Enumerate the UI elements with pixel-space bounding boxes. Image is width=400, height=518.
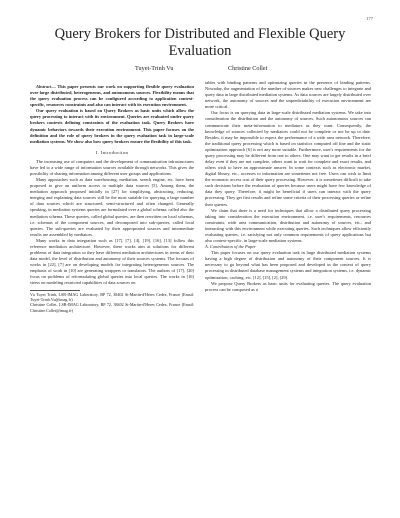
- body-paragraph: We claim that there is a need for techniques that allow a distributed query processing taking into consideration the execution environment, i.e. user's requirements, resources constraints, wide area communication, distribution and autonomy of sources, etc., and interacting with this environment while executing queries. Such techniques allow efficiently evaluating queries, i.e. satisfying not only common requirements of query applications but also context-specific, in large-scale mediation systems.: [205, 207, 371, 244]
- left-column: [30, 84, 194, 313]
- author-1: Tuyet-Trinh Vu: [135, 65, 174, 72]
- body-paragraph: Our focus is on querying data in large-scale distributed mediation systems. We take into consideration the distribution and the autonomy of sources. Such autonomous sources can communicate their meta-information to mediators as they want. Consequently, the knowledge of sources collected by mediators could not be complete or not be up to date. Besides, it may be impossible to expect the performance of a wide area network. Therefore, the traditional query processing which is based on statistics computed off line and the static optimization approach [6] is not any more suitable. Furthermore, user's requirements for the query processing may be different from one to others. One may want to get results in a brief delay even if they are not complete, others want to wait for complete and exact results, and others wish to have an approximate answer. In some contexts such as electronic market, digital library, etc., accesses to information are sometimes not free. Users can wish to limit the economic access cost of their query processing. However, it is sometimes difficult to take such decisions before the evaluation of queries because users might have few knowledge of data they query. Therefore, it might be beneficial if users can interact with the query processing. They get first results and refine some criteria of their processing queries or refine their queries.: [205, 110, 371, 207]
- footnote-author-1: Vu Tuyet Trinh, LSR-IMAG Laboratory, BP 72, 38402 St-Martin-d'Heres Cedex, France (Email: Tuyet-Trinh.Vu@imag.fr): [30, 291, 194, 302]
- body-paragraph: We propose Query Brokers as basic units for evaluating queries. The query evaluation process can be composed as a: [205, 280, 371, 292]
- abstract-paragraph-1: Abstract— This paper presents our work on supporting flexible query evaluation over large distributed, heterogeneous, and autonomous sources. Flexibility means that the query evaluation process can be configured according to application context-specific, resources constraints and also can interact with its execution environment.: [30, 84, 194, 108]
- abstract: [30, 84, 194, 145]
- body-paragraph: Many approaches such as data warehousing, mediation, search engine, etc. have been proposed to give an uniform access to multiple data sources [5]. Among them, the mediation approach proposed initially in [27] for simplifying, abstracting, reducing, merging and explaining data sources still be the most suitable for querying a large number of data sources which are structured, semi-structured and often changed. Generally speaking, in mediation systems queries are formulated over a global schema, called also the mediation schema. These queries, called global queries, are then rewritten on local schemas, i.e. schemas of the component sources, and decomposed into sub-queries, called local queries. The sub-queries are evaluated by their appropriated sources and intermediate results are assembled by mediators.: [30, 177, 194, 237]
- section-heading-introduction: I. Introduction: [95, 149, 129, 155]
- body-paragraph: tables with binding patterns and optimizing queries in the presence of binding patterns. Nowaday, the augmentation of the number of sources makes new challenges to integrate and query data in large distributed mediation systems. As data sources are largely distributed over network, the autonomy of sources and the unpredictability of execution environment are more critical.: [205, 80, 371, 110]
- subsection-heading-contribution: A. Contribution of the Paper: [205, 244, 256, 250]
- footnote-divider: [30, 290, 80, 291]
- right-column: [205, 80, 371, 293]
- body-paragraph: This paper focuses on our query evaluation task in large distributed mediation systems having a high degree of distribution and autonomy of their component sources. It is necessary to go beyond what has been proposed and developed in the context of query processing in distributed database management systems and integration systems, i.e. dynamic optimization, caching, etc. [12], [15], [2], [29].: [205, 250, 371, 280]
- page-number: 177: [366, 16, 373, 21]
- abstract-label: Abstract: [36, 84, 52, 89]
- body-paragraph: Many works in data integration such as [17], [7], [4], [19], [16], [13] follow this reference mediation architecture. However, these works aim at solutions for different problems of data integration so they have different mediation architectures in terms of their data model, the level of distribution and autonomy of their sources systems. The focuses of works in [22], [7] are on developing models for integrating heterogeneous sources. The emphasis of work in [10] are generating wrappers or translators. The authors of [17], [20] focus on problems of reformulating global queries into local queries. The works in [16] stress on modeling restricted capabilities of data sources on: [30, 237, 194, 286]
- footnote-author-2: Christine Collet, LSR-IMAG Laboratory, BP 72, 38402 St-Martin-d'Heres Cedex, France (Email: Christine.Collet@imag.fr): [30, 302, 194, 313]
- body-paragraph: The increasing use of computers and the development of communication infrastructures have led to a wide range of information sources available through networks. This gives the possibility of sharing information among different user groups and applications.: [30, 158, 194, 177]
- abstract-paragraph-2: Our query evaluation is based on Query Brokers as basic units which allow the query processing to interact with its environment. Queries are evaluated under query brokers contexts defining constraints of the evaluation task. Query Brokers have dynamic behaviors towards their execution environment. This paper focuses on the definition and the role of query brokers in the query evaluation task in large-scale mediation systems. We show also how query brokers ensure the flexibility of this task.: [30, 108, 194, 144]
- author-2: Christine Collet: [228, 65, 268, 72]
- paper-title: Query Brokers for Distributed and Flexible Query Evaluation: [54, 26, 346, 59]
